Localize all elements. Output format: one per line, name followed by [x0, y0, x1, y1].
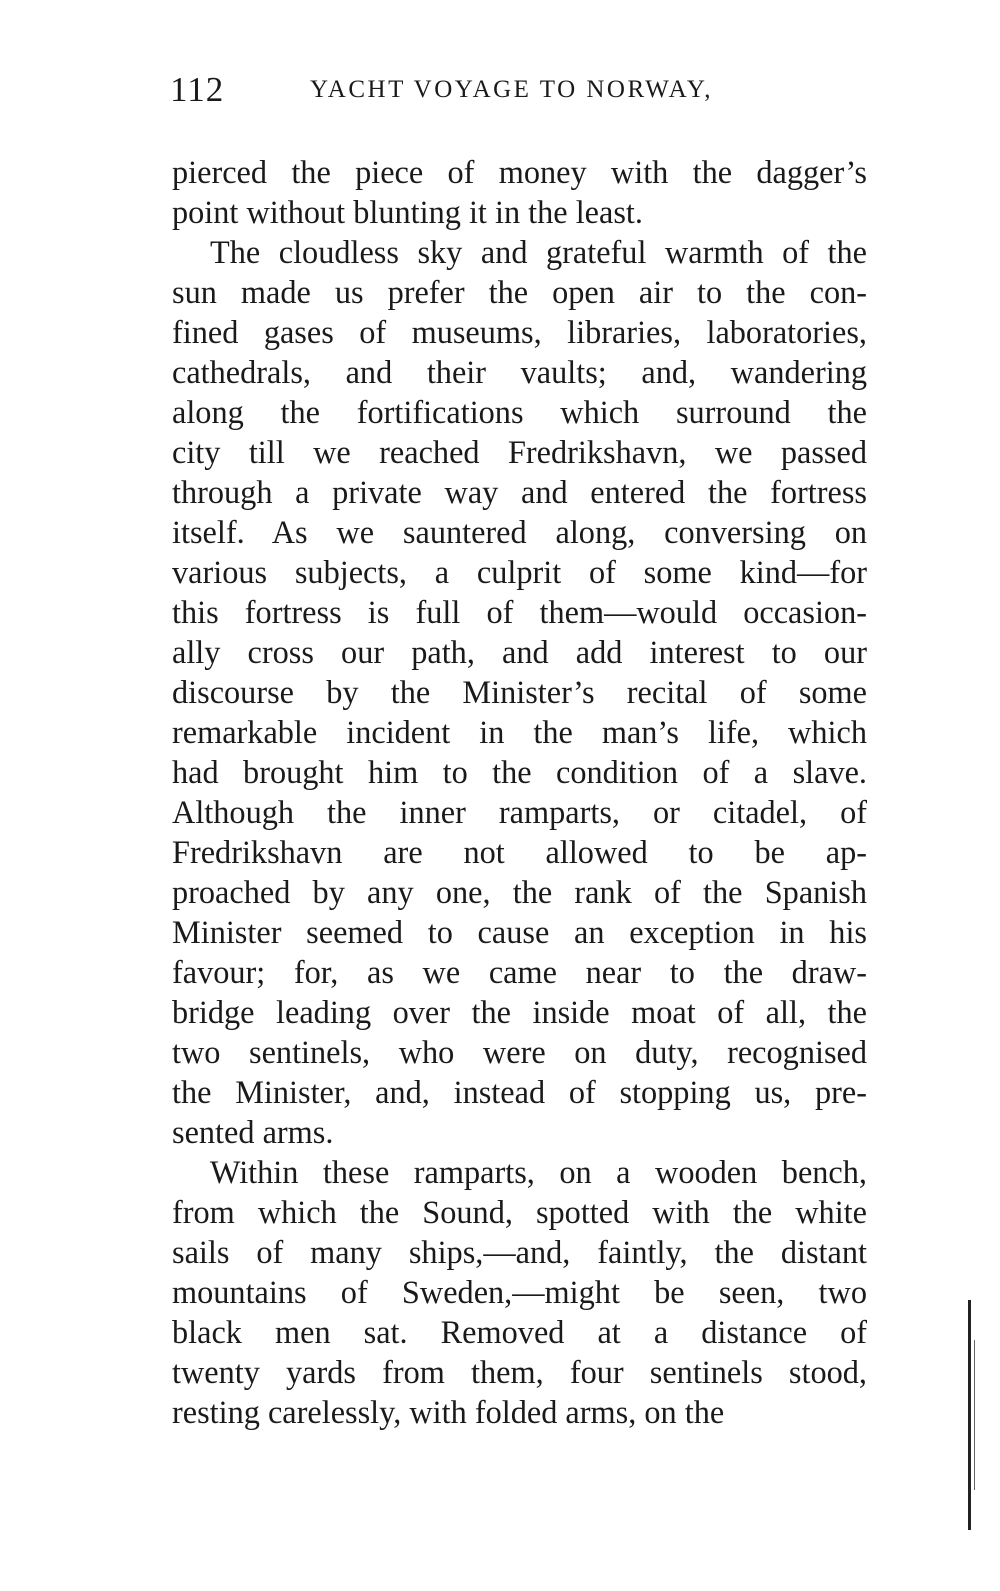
- text-line: Within these ramparts, on a wooden bench,: [210, 1154, 867, 1190]
- text-line: twenty yards from them, four sentinels stood,: [172, 1354, 867, 1390]
- text-line: bridge leading over the inside moat of all, the: [172, 994, 867, 1030]
- text-line: Fredrikshavn are not allowed to be ap-: [172, 834, 867, 870]
- text-line: resting carelessly, with folded arms, on the: [172, 1394, 725, 1430]
- paragraph: [172, 1152, 867, 1432]
- text-line: along the fortifications which surround the: [172, 394, 867, 430]
- text-line: mountains of Sweden,—might be seen, two: [172, 1274, 867, 1310]
- text-line: black men sat. Removed at a distance of: [172, 1314, 867, 1350]
- text-line: cathedrals, and their vaults; and, wandering: [172, 354, 867, 390]
- running-title: YACHT VOYAGE TO NORWAY,: [310, 76, 713, 103]
- text-line: from which the Sound, spotted with the white: [172, 1194, 867, 1230]
- text-line: Although the inner ramparts, or citadel, of: [172, 794, 867, 830]
- text-line: discourse by the Minister’s recital of some: [172, 674, 867, 710]
- text-line: fined gases of museums, libraries, laboratories,: [172, 314, 867, 350]
- text-line: two sentinels, who were on duty, recognised: [172, 1034, 867, 1070]
- text-line: ally cross our path, and add interest to our: [172, 634, 867, 670]
- text-line: pierced the piece of money with the dagger’s: [172, 154, 867, 190]
- text-line: the Minister, and, instead of stopping us, pre-: [172, 1074, 867, 1110]
- text-line: The cloudless sky and grateful warmth of the: [210, 234, 867, 270]
- text-line: city till we reached Fredrikshavn, we passed: [172, 434, 867, 470]
- body-text: [172, 152, 867, 1432]
- text-line: various subjects, a culprit of some kind—for: [172, 554, 867, 590]
- paragraph: [172, 232, 867, 1152]
- text-line: remarkable incident in the man’s life, which: [172, 714, 867, 750]
- text-line: itself. As we sauntered along, conversing on: [172, 514, 867, 550]
- text-line: through a private way and entered the fortress: [172, 474, 867, 510]
- paragraph: [172, 152, 867, 232]
- text-line: sun made us prefer the open air to the con-: [172, 274, 867, 310]
- text-line: proached by any one, the rank of the Spanish: [172, 874, 867, 910]
- text-line: favour; for, as we came near to the draw-: [172, 954, 867, 990]
- page-number: 112: [170, 70, 225, 109]
- text-line: point without blunting it in the least.: [172, 194, 643, 230]
- text-line: sails of many ships,—and, faintly, the distant: [172, 1234, 867, 1270]
- margin-scan-mark: [968, 1300, 971, 1530]
- running-head: [170, 70, 870, 114]
- text-line: this fortress is full of them—would occasion-: [172, 594, 867, 630]
- text-line: had brought him to the condition of a slave.: [172, 754, 867, 790]
- margin-scan-mark-thin: [974, 1340, 975, 1490]
- text-line: Minister seemed to cause an exception in his: [172, 914, 867, 950]
- text-line: sented arms.: [172, 1114, 334, 1150]
